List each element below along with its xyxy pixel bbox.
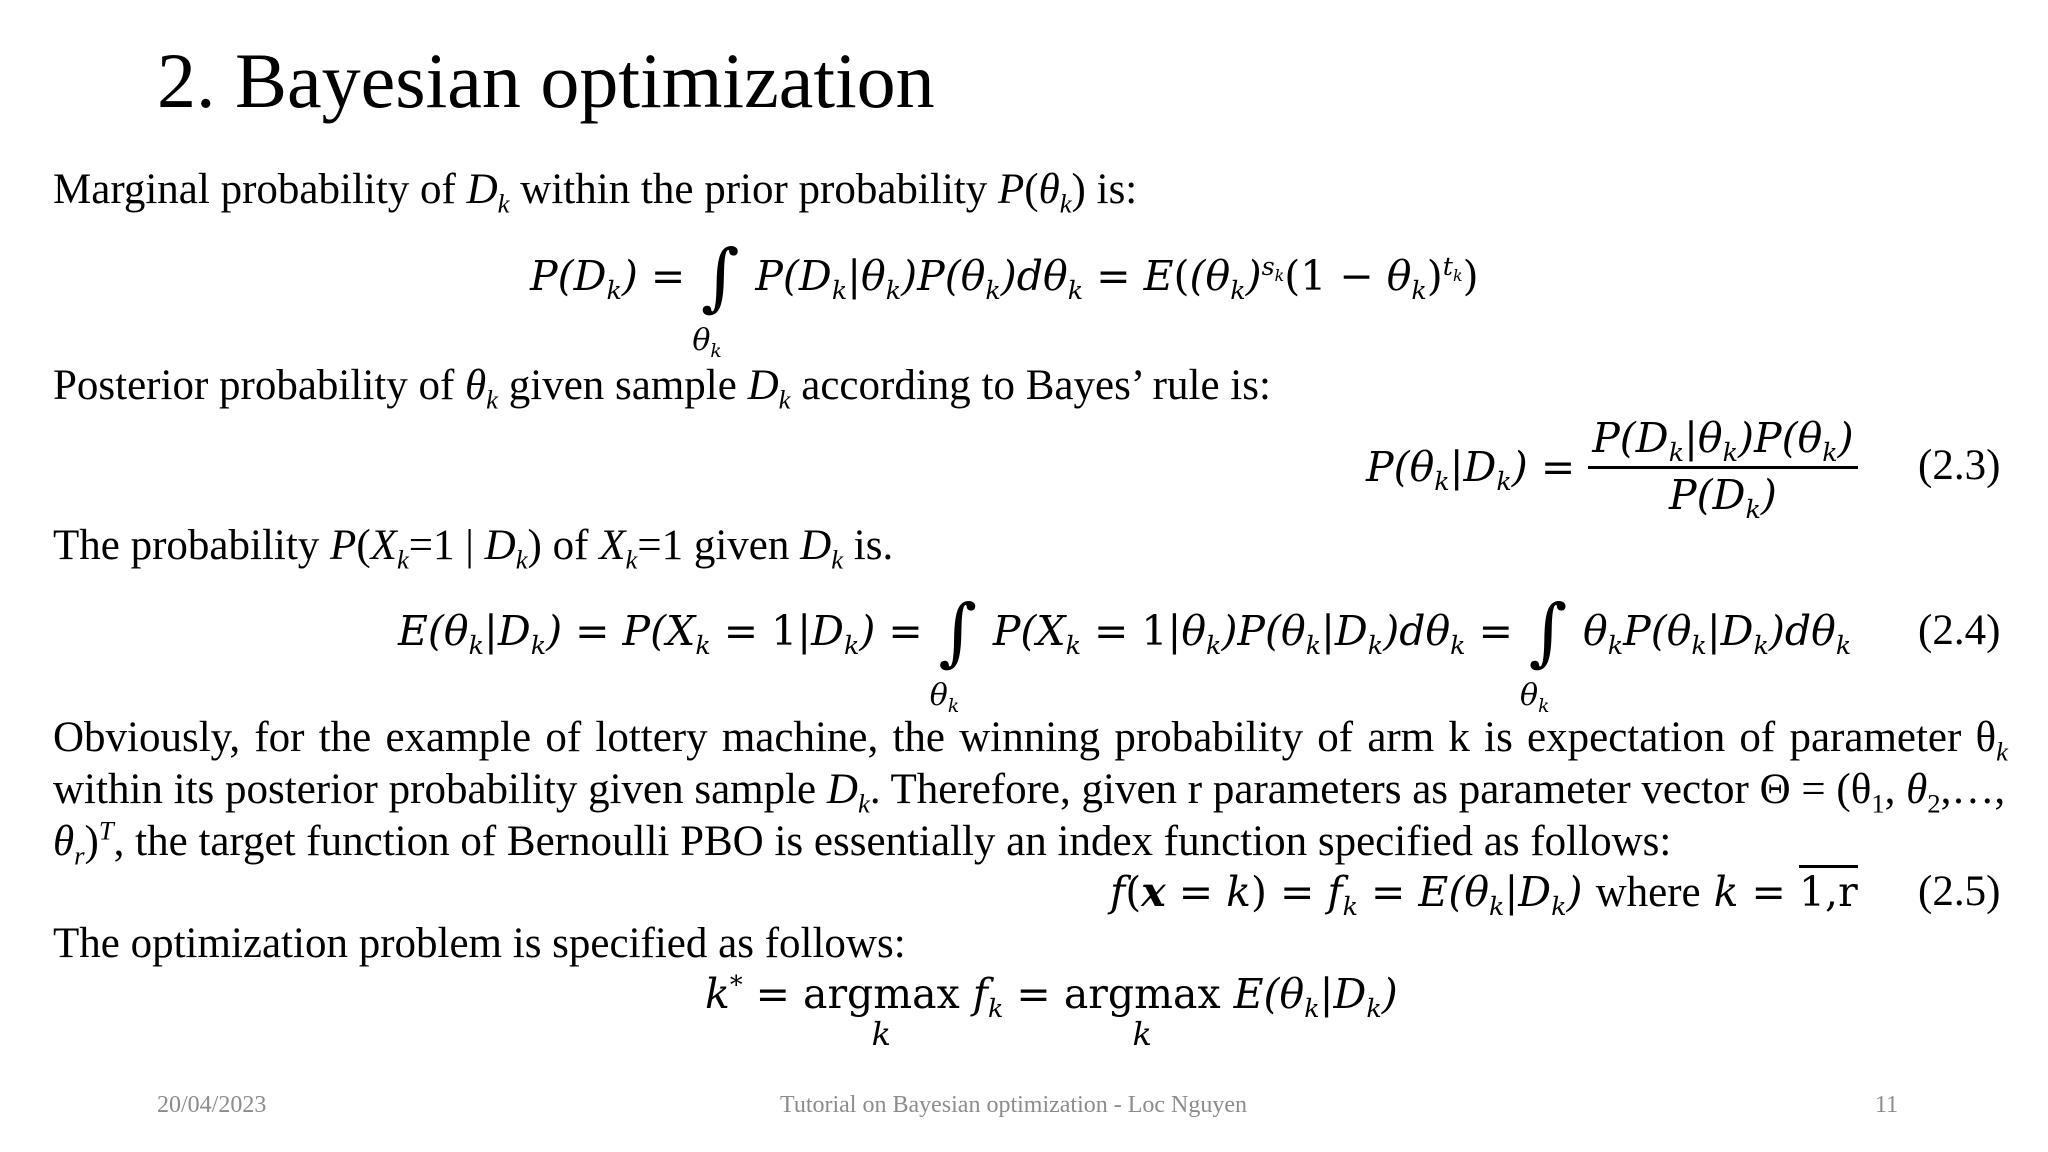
footer-title: Tutorial on Bayesian optimization - Loc Nguyen (780, 1092, 1248, 1118)
para-obviously-line2: within its posterior probability given sample $D_k$. Therefore, given r parameters as parameter vector $\Theta = (\theta_1$, $\theta_2,\dots$, (53, 766, 2006, 819)
para-obviously-line3: $\theta_r)^T$, the target function of Bernoulli PBO is essentially an index function specified as follows: (53, 815, 1672, 871)
para-posterior: Posterior probability of $\theta_k$ given sample $D_k$ according to Bayes’ rule is: (53, 362, 1271, 415)
para-optimization: The optimization problem is specified as follows: (53, 920, 906, 967)
para-obviously-line1: Obviously, for the example of lottery machine, the winning probability of arm k is expectation of parameter $\theta_k$ (53, 714, 2008, 767)
equation-number-2-5: (2.5) (1918, 868, 2001, 915)
equation-argmax: k* = argmax k $f_k = argmax$ k $E(\theta_k|D_k)$ (705, 969, 1398, 1053)
footer-date: 20/04/2023 (157, 1092, 267, 1118)
equation-2-5: $f(x = k) = f_k = E(\theta_k|D_k)$ where k = 1,r (1110, 866, 1858, 919)
equation-2-3: $P(\theta_k|D_k)$ = $\frac{P(D_k|\theta_k)P(\theta_k)}{P(D_k)}$ (1366, 412, 1858, 521)
equation-number-2-3: (2.3) (1918, 442, 2001, 489)
para-probability: The probability $P(X_k=1$ | $D_k$) of $X_k=1$ given $D_k$ is. (53, 522, 894, 575)
slide-number: 11 (1875, 1092, 1899, 1118)
slide-title: 2. Bayesian optimization (157, 37, 935, 124)
equation-marginal: $P(D_k)$ = ∫ $\theta_k$ $P(D_k|\theta_k)P(\theta_k)d\theta_k = E((\theta_k)^{s_k}(1 - \theta_k)^{t_k})$ (530, 234, 1479, 362)
equation-number-2-4: (2.4) (1918, 607, 2001, 654)
equation-2-4: $E(\theta_k|D_k) = P(X_k = 1|D_k)$ = ∫ $\theta_k$ $P(X_k = 1|\theta_k)P(\theta_k|D_k)d\theta_k$ = ∫ $\theta_k$ $\theta_kP(\theta_k|D_k)d\theta_k$ (398, 589, 1852, 717)
para-marginal: Marginal probability of $D_k$ within the prior probability $P(\theta_k)$ is: (53, 166, 1138, 219)
